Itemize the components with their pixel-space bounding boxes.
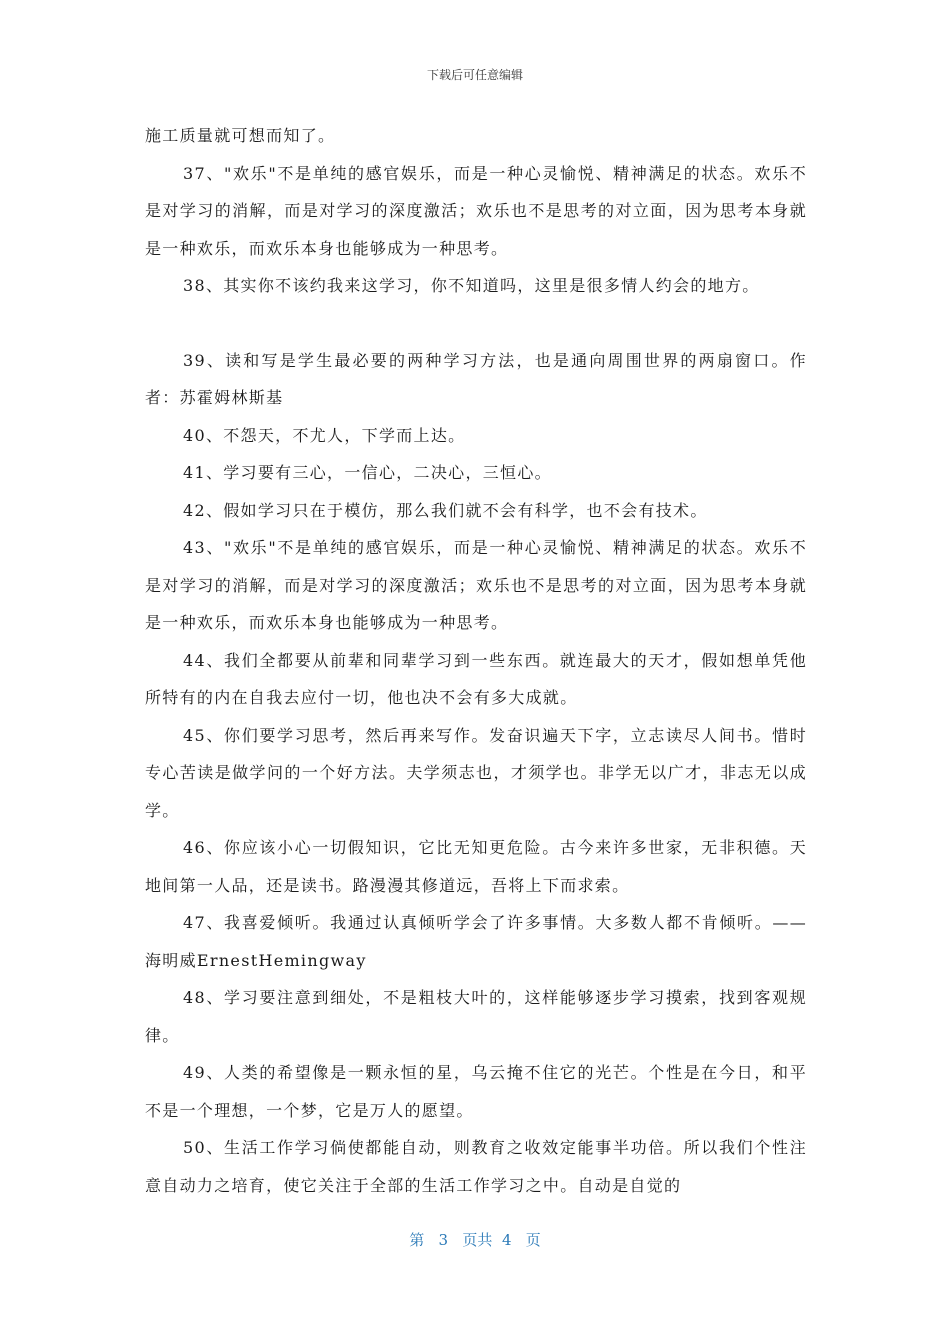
footer-suffix: 页 bbox=[525, 1231, 541, 1249]
paragraph: 46、你应该小心一切假知识，它比无知更危险。古今来许多世家，无非积德。天地间第一人品，还是读书。路漫漫其修道远，吾将上下而求索。 bbox=[145, 838, 807, 895]
total-pages-number: 4 bbox=[501, 1231, 512, 1249]
page-header: 下载后可任意编辑 bbox=[426, 68, 523, 82]
paragraph: 施工质量就可想而知了。 bbox=[145, 126, 336, 145]
paragraph: 44、我们全都要从前辈和同辈学习到一些东西。就连最大的天才，假如想单凭他所特有的内在自我去应付一切，他也决不会有多大成就。 bbox=[145, 650, 807, 707]
paragraph: 38、其实你不该约我来这学习，你不知道吗，这里是很多情人约会的地方。 bbox=[183, 276, 760, 295]
paragraph-spacer bbox=[145, 305, 807, 342]
paragraph: 42、假如学习只在于模仿，那么我们就不会有科学，也不会有技术。 bbox=[183, 500, 708, 520]
footer-middle: 页共 bbox=[462, 1231, 493, 1249]
footer-prefix: 第 bbox=[409, 1231, 425, 1249]
document-body bbox=[145, 117, 807, 1204]
paragraph: 47、我喜爱倾听。我通过认真倾听学会了许多事情。大多数人都不肯倾听。——海明威ErnestHemingway bbox=[145, 913, 807, 970]
page-footer bbox=[0, 1229, 950, 1250]
paragraph: 49、人类的希望像是一颗永恒的星，乌云掩不住它的光芒。个性是在今日，和平不是一个理想，一个梦，它是万人的愿望。 bbox=[145, 1063, 807, 1120]
paragraph: 39、读和写是学生最必要的两种学习方法，也是通向周围世界的两扇窗口。作者：苏霍姆林斯基 bbox=[145, 350, 807, 407]
current-page-number: 3 bbox=[438, 1231, 449, 1249]
paragraph: 41、学习要有三心，一信心，二决心，三恒心。 bbox=[183, 463, 552, 482]
paragraph: 37、"欢乐"不是单纯的感官娱乐，而是一种心灵愉悦、精神满足的状态。欢乐不是对学习的消解，而是对学习的深度激活；欢乐也不是思考的对立面，因为思考本身就是一种欢乐，而欢乐本身也能够成为一种思考。 bbox=[145, 163, 807, 258]
paragraph: 50、生活工作学习倘使都能自动，则教育之收效定能事半功倍。所以我们个性注意自动力之培育，使它关注于全部的生活工作学习之中。自动是自觉的 bbox=[145, 1138, 807, 1195]
paragraph: 43、"欢乐"不是单纯的感官娱乐，而是一种心灵愉悦、精神满足的状态。欢乐不是对学习的消解，而是对学习的深度激活；欢乐也不是思考的对立面，因为思考本身就是一种欢乐，而欢乐本身也能够成为一种思考。 bbox=[145, 538, 807, 632]
paragraph: 40、不怨天，不尤人，下学而上达。 bbox=[183, 425, 466, 445]
paragraph: 48、学习要注意到细处，不是粗枝大叶的，这样能够逐步学习摸索，找到客观规律。 bbox=[145, 988, 807, 1045]
paragraph: 45、你们要学习思考，然后再来写作。发奋识遍天下字，立志读尽人间书。惜时专心苦读是做学问的一个好方法。夫学须志也，才须学也。非学无以广才，非志无以成学。 bbox=[145, 725, 807, 820]
